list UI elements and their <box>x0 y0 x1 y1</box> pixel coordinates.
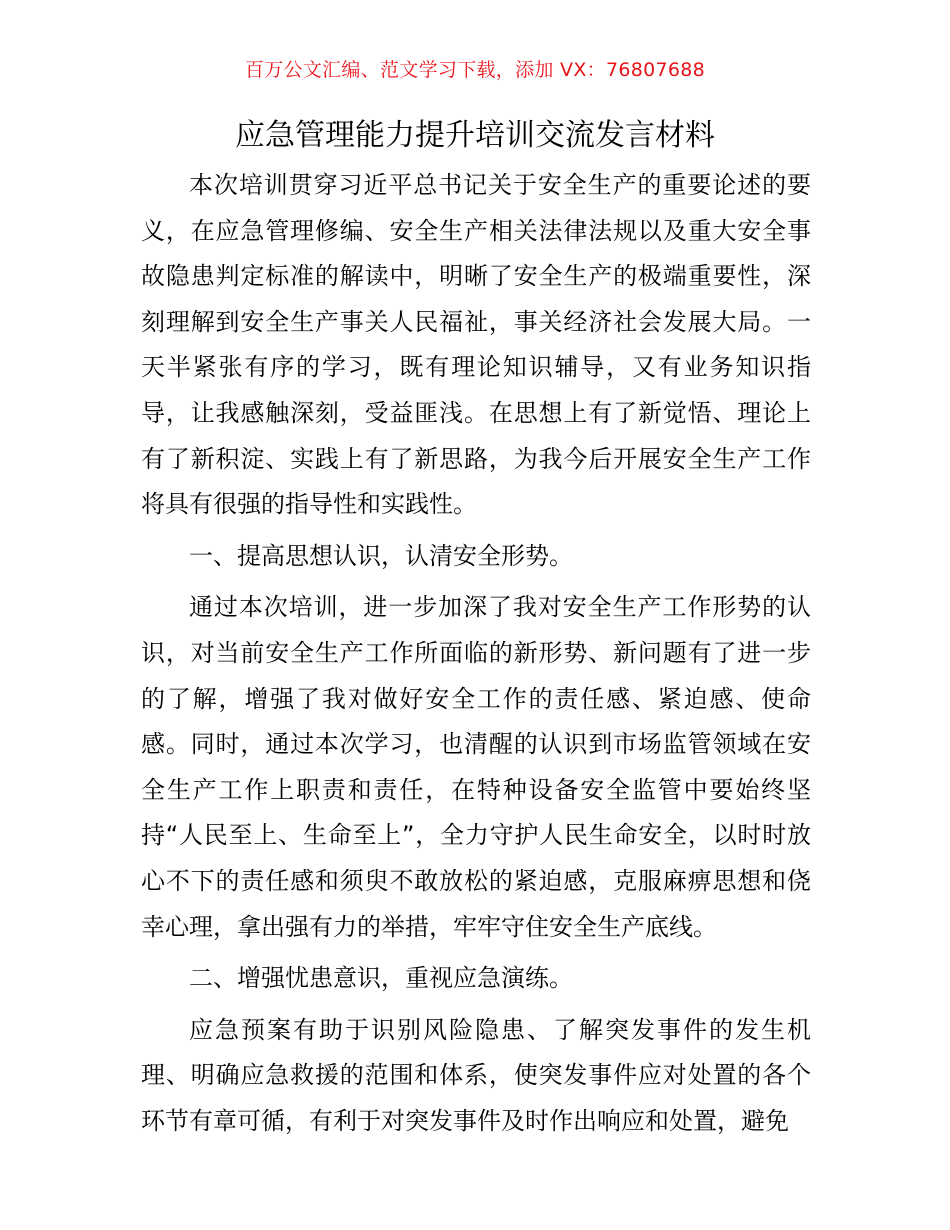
section-heading-2: 二、增强忧患意识，重视应急演练。 <box>189 964 573 993</box>
section-heading-1: 一、提高思想认识，认清安全形势。 <box>189 541 573 570</box>
header-banner: 百万公文汇编、范文学习下载，添加 VX：76807688 <box>244 59 706 81</box>
paragraph-section-1: 通过本次培训，进一步加深了我对安全生产工作形势的认识，对当前安全生产工作所面临的新形势、新问题有了进一步的了解，增强了我对做好安全工作的责任感、紧迫感、使命感。同时，通过本次学习，也清醒的认识到市场监管领域在安全生产工作上职责和责任，在特种设备安全监管中要始终坚持“人民至上、生命至上”，全力守护人民生命安全，以时时放心不下的责任感和须臾不敢放松的紧迫感，克服麻痹思想和侥幸心理，拿出强有力的举措，牢牢守住安全生产底线。 <box>141 593 811 941</box>
document-body <box>141 163 811 1144</box>
document-title: 应急管理能力提升培训交流发言材料 <box>235 118 715 153</box>
paragraph-intro: 本次培训贯穿习近平总书记关于安全生产的重要论述的要义，在应急管理修编、安全生产相关法律法规以及重大安全事故隐患判定标准的解读中，明晰了安全生产的极端重要性，深刻理解到安全生产事关人民福祉，事关经济社会发展大局。一天半紧张有序的学习，既有理论知识辅导，又有业务知识指导，让我感触深刻，受益匪浅。在思想上有了新觉悟、理论上有了新积淀、实践上有了新思路，为我今后开展安全生产工作将具有很强的指导性和实践性。 <box>141 171 811 519</box>
paragraph-section-2: 应急预案有助于识别风险隐患、了解突发事件的发生机理、明确应急救援的范围和体系，使突发事件应对处置的各个环节有章可循，有利于对突发事件及时作出响应和处置，避免 <box>141 1015 811 1135</box>
